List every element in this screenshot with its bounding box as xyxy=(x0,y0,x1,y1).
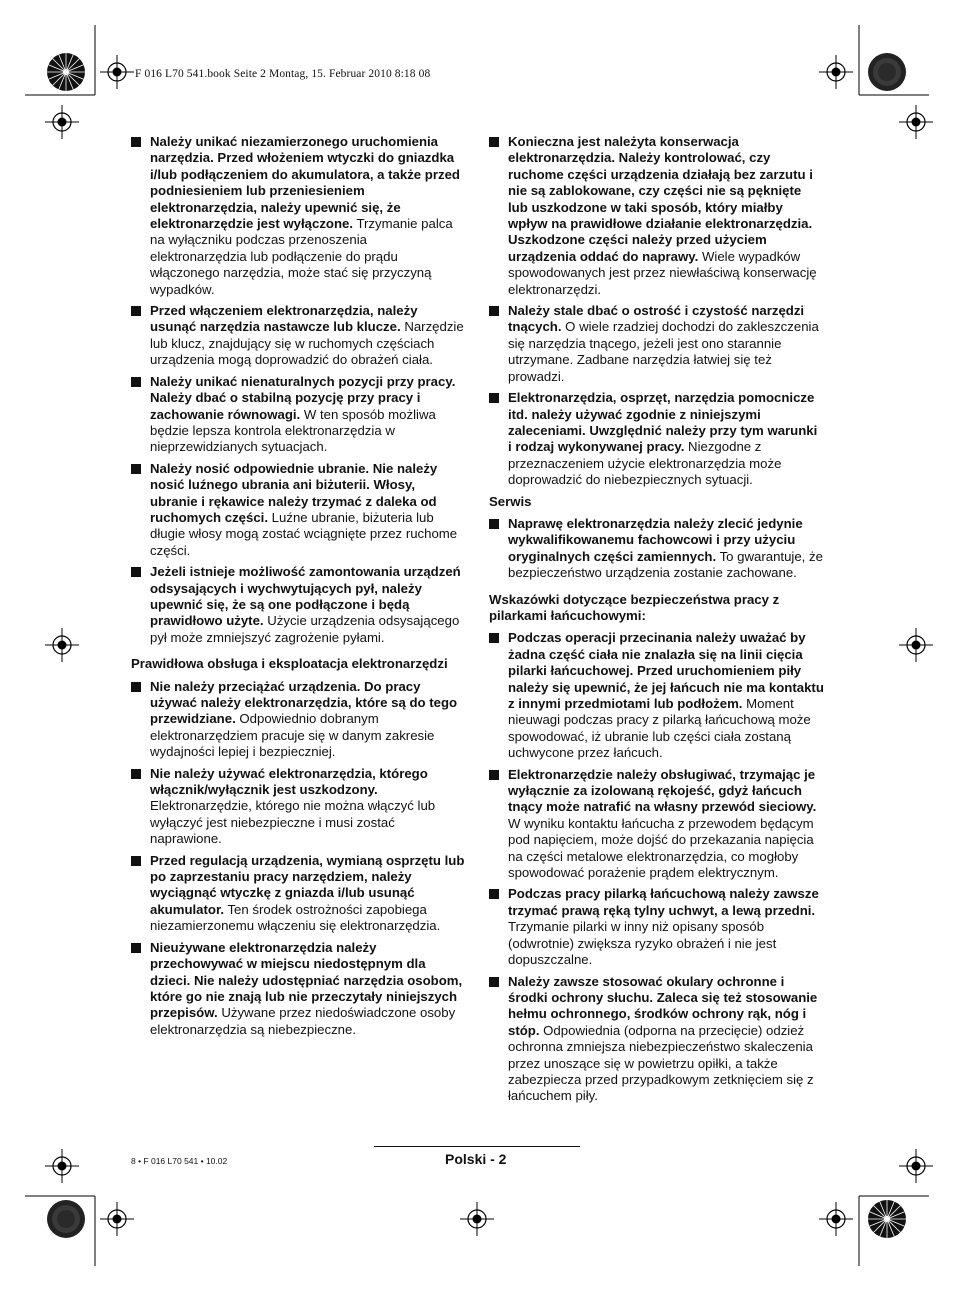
list-item: Należy nosić odpowiednie ubranie. Nie należy nosić luźnego ubrania ani biżuterii. Włosy, ubranie i rękawice należy trzymać z daleka od ruchomych części. Luźne ubranie, biżuteria lub długie włosy mogą zostać wciągnięte przez ruchome części. xyxy=(131,461,466,559)
registration-mark xyxy=(819,55,853,89)
dot-mark-top-right xyxy=(868,53,906,91)
list-item: Nie należy przeciążać urządzenia. Do pracy używać należy elektronarzędzia, które są do tego przewidziane. Odpowiednio dobranym elektronarzędziem pracuje się w danym zakresie wydajności lepiej i bezpieczniej. xyxy=(131,679,466,761)
book-header: F 016 L70 541.book Seite 2 Montag, 15. Februar 2010 8:18 08 xyxy=(135,68,431,80)
square-bullet-icon xyxy=(489,137,499,147)
section-heading: Prawidłowa obsługa i eksploatacja elektronarzędzi xyxy=(131,656,448,672)
square-bullet-icon xyxy=(489,977,499,987)
square-bullet-icon xyxy=(131,377,141,387)
list-item: Należy zawsze stosować okulary ochronne i środki ochrony słuchu. Zaleca się też stosowanie hełmu ochronnego, środków ochrony rąk, nóg i stóp. Odpowiednia (odporna na przecięcie) odzież ochronna zmniejsza niebezpieczeństwo skaleczenia przez unoszące się w powietrzu opiłki, a także zabezpiecza przed przypadkowym zetknięciem się z łańcuchem piły. xyxy=(489,974,824,1105)
square-bullet-icon xyxy=(489,519,499,529)
square-bullet-icon xyxy=(131,682,141,692)
square-bullet-icon xyxy=(131,306,141,316)
registration-mark xyxy=(460,1202,494,1236)
list-item: Przed włączeniem elektronarzędzia, należy usunąć narzędzia nastawcze lub klucze. Narzędzie lub klucz, znajdujący się w ruchomych częściach urządzenia mogą doprowadzić do obrażeń ciała. xyxy=(131,303,466,369)
list-item: Elektronarzędzie należy obsługiwać, trzymając je wyłącznie za izolowaną rękojeść, gdyż łańcuch tnący może natrafić na własny przewód sieciowy. W wyniku kontaktu łańcucha z przewodem będącym pod napięciem, może dojść do przekazania napięcia na części metalowe elektronarzędzia, co mogłoby spowodować porażenie prądem elektrycznym. xyxy=(489,767,824,882)
left-column xyxy=(131,134,466,1043)
registration-mark xyxy=(45,105,79,139)
section-heading: Serwis xyxy=(489,493,532,509)
square-bullet-icon xyxy=(489,770,499,780)
registration-mark xyxy=(899,105,933,139)
list-item: Podczas operacji przecinania należy uważać by żadna część ciała nie znalazła się na linii cięcia pilarki łańcuchowej. Przed uruchomieniem piły należy się upewnić, że jej łańcuch nie ma kontaktu z innymi przedmiotami lub podłożem. Moment nieuwagi podczas pracy z pilarką łańcuchową może spowodować, iż ubranie lub części ciała zostaną uchwycone przez łańcuch. xyxy=(489,630,824,761)
list-item: Nieużywane elektronarzędzia należy przechowywać w miejscu niedostępnym dla dzieci. Nie należy udostępniać narzędzia osobom, które go nie znają lub nie przeczytały niniejszych przepisów. Używane przez niedoświadczone osoby elektronarzędzia są niebezpieczne. xyxy=(131,940,466,1038)
section-heading: Wskazówki dotyczące bezpieczeństwa pracy z pilarkami łańcuchowymi: xyxy=(489,591,780,623)
footer-code: 8 • F 016 L70 541 • 10.02 xyxy=(131,1156,228,1166)
square-bullet-icon xyxy=(131,464,141,474)
square-bullet-icon xyxy=(131,567,141,577)
square-bullet-icon xyxy=(489,393,499,403)
list-item: Konieczna jest należyta konserwacja elektronarzędzia. Należy kontrolować, czy ruchome części urządzenia działają bez zarzutu i nie są zablokowane, czy części nie są pęknięte lub uszkodzone w taki sposób, który miałby wpływ na prawidłowe działanie elektronarzędzia. Uszkodzone części należy przed użyciem urządzenia oddać do naprawy. Wiele wypadków spowodowanych jest przez niewłaściwą konserwację elektronarzędzi. xyxy=(489,134,824,298)
list-item: Naprawę elektronarzędzia należy zlecić jedynie wykwalifikowanemu fachowcowi i przy użyciu oryginalnych części zamiennych. To gwarantuje, że bezpieczeństwo urządzenia zostanie zachowane. xyxy=(489,516,824,582)
square-bullet-icon xyxy=(131,137,141,147)
list-item: Jeżeli istnieje możliwość zamontowania urządzeń odsysających i wychwytujących pył, należy upewnić się, że są one podłączone i będą prawidłowo użyte. Użycie urządzenia odsysającego pył może zmniejszyć zagrożenie pyłami. xyxy=(131,564,466,646)
square-bullet-icon xyxy=(489,633,499,643)
square-bullet-icon xyxy=(489,889,499,899)
registration-mark xyxy=(45,1149,79,1183)
list-item: Podczas pracy pilarką łańcuchową należy zawsze trzymać prawą ręką tylny uchwyt, a lewą przedni. Trzymanie pilarki w inny niż opisany sposób (odwrotnie) zwiększa ryzyko obrażeń i nie jest dopuszczalne. xyxy=(489,886,824,968)
list-item: Należy stale dbać o ostrość i czystość narzędzi tnących. O wiele rzadziej dochodzi do zakleszczenia się narzędzia tnącego, jeżeli jest ono starannie utrzymane. Zadbane narzędzia łatwiej się też prowadzi. xyxy=(489,303,824,385)
registration-mark xyxy=(45,628,79,662)
right-column xyxy=(489,134,824,1110)
registration-mark xyxy=(100,55,134,89)
registration-mark xyxy=(819,1202,853,1236)
star-mark-bottom-left xyxy=(47,1200,85,1238)
square-bullet-icon xyxy=(131,943,141,953)
registration-mark xyxy=(899,628,933,662)
star-mark-bottom-right xyxy=(868,1200,906,1238)
square-bullet-icon xyxy=(131,769,141,779)
list-item: Nie należy używać elektronarzędzia, którego włącznik/wyłącznik jest uszkodzony. Elektronarzędzie, którego nie można włączyć lub wyłączyć jest niebezpieczne i musi zostać naprawione. xyxy=(131,766,466,848)
list-item: Elektronarzędzia, osprzęt, narzędzia pomocnicze itd. należy używać zgodnie z niniejszymi zaleceniami. Uwzględnić należy przy tym warunki i rodzaj wykonywanej pracy. Niezgodne z przeznaczeniem użycie elektronarzędzia może doprowadzić do niebezpiecznych sytuacji. xyxy=(489,390,824,488)
page-number: Polski - 2 xyxy=(445,1151,507,1167)
star-mark-top-left xyxy=(47,53,85,91)
registration-mark xyxy=(899,1149,933,1183)
list-item: Należy unikać nienaturalnych pozycji przy pracy. Należy dbać o stabilną pozycję przy pracy i zachowanie równowagi. W ten sposób możliwa będzie lepsza kontrola elektronarzędzia w nieprzewidzianych sytuacjach. xyxy=(131,374,466,456)
footer-divider xyxy=(374,1146,580,1147)
list-item: Należy unikać niezamierzonego uruchomienia narzędzia. Przed włożeniem wtyczki do gniazdka i/lub podłączeniem do akumulatora, a także przed podniesieniem lub przeniesieniem elektronarzędzia, należy upewnić się, że elektronarzędzie jest wyłączone. Trzymanie palca na wyłączniku podczas przenoszenia elektronarzędzia lub podłączenie do prądu włączonego narzędzia, może stać się przyczyną wypadków. xyxy=(131,134,466,298)
registration-mark xyxy=(100,1202,134,1236)
list-item: Przed regulacją urządzenia, wymianą osprzętu lub po zaprzestaniu pracy narzędziem, należy wyciągnąć wtyczkę z gniazda i/lub usunąć akumulator. Ten środek ostrożności zapobiega niezamierzonemu włączeniu się elektronarzędzia. xyxy=(131,853,466,935)
square-bullet-icon xyxy=(131,856,141,866)
square-bullet-icon xyxy=(489,306,499,316)
